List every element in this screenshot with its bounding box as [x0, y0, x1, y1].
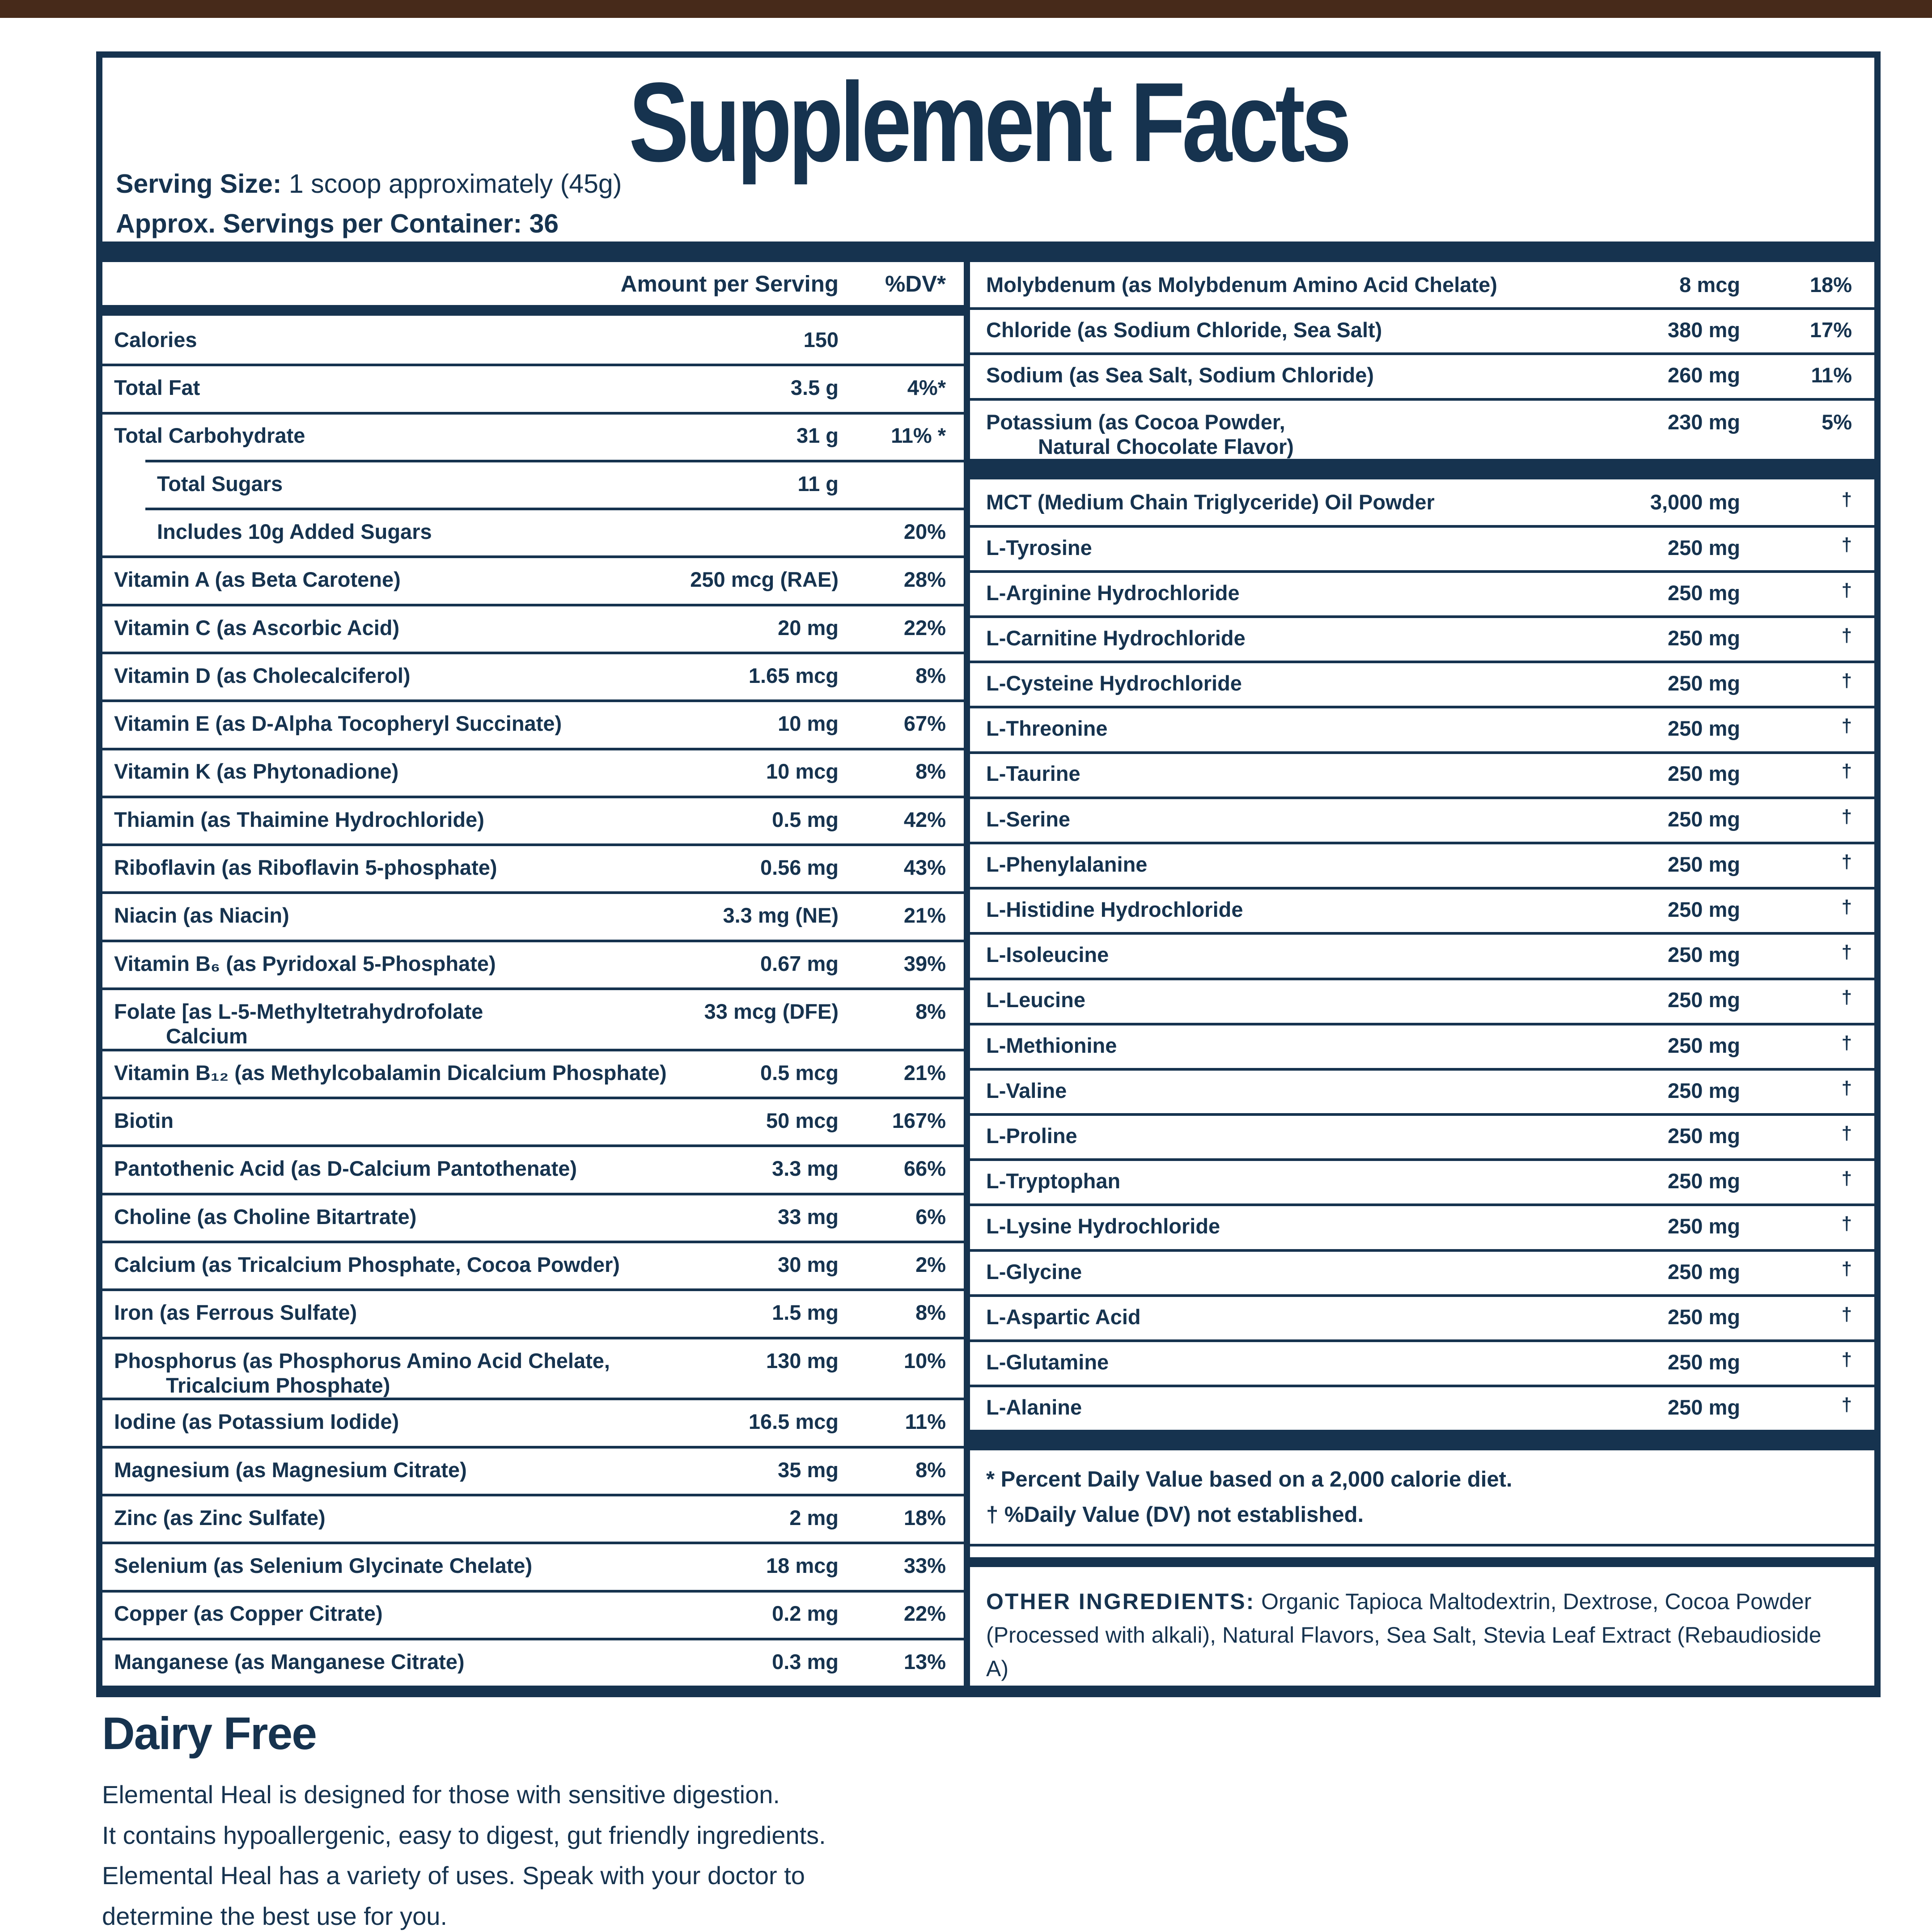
nutrient-daily-value: 13%	[903, 1649, 946, 1674]
nutrient-name: Biotin	[114, 1109, 174, 1133]
nutrient-daily-value: †	[1841, 534, 1852, 555]
nutrient-row	[102, 1193, 964, 1241]
footnote-dv: * Percent Daily Value based on a 2,000 calorie diet.	[986, 1467, 1513, 1492]
nutrient-row	[102, 843, 964, 891]
nutrient-name: L-Methionine	[986, 1033, 1117, 1057]
nutrient-row	[970, 1158, 1874, 1203]
nutrient-amount: 250 mg	[1668, 1214, 1740, 1238]
nutrient-row	[970, 1385, 1874, 1430]
nutrient-row	[970, 751, 1874, 797]
nutrient-row	[102, 460, 964, 508]
nutrient-daily-value: 8%	[915, 663, 946, 687]
nutrient-row	[102, 1049, 964, 1097]
nutrient-daily-value: †	[1841, 1122, 1852, 1144]
nutrient-amount: 250 mg	[1668, 1033, 1740, 1057]
right-rows	[970, 262, 1874, 1430]
nutrient-amount: 150	[803, 327, 839, 352]
nutrient-name: Vitamin B₆ (as Pyridoxal 5-Phosphate)	[114, 951, 496, 975]
nutrient-daily-value: †	[1841, 1168, 1852, 1189]
amount-per-serving-header: Amount per Serving	[620, 271, 839, 297]
nutrient-row	[102, 987, 964, 1049]
nutrient-daily-value: 2%	[915, 1252, 946, 1276]
nutrient-amount: 230 mg	[1668, 410, 1740, 434]
nutrient-amount: 3.3 mg (NE)	[723, 903, 839, 928]
nutrient-row	[970, 479, 1874, 525]
nutrient-name: Vitamin E (as D-Alpha Tocopheryl Succinate)	[114, 712, 562, 736]
nutrient-row	[970, 570, 1874, 615]
serving-size-value: 1 scoop approximately (45g)	[281, 169, 622, 199]
brown-top-bar	[0, 0, 1932, 18]
nutrient-name: Potassium (as Cocoa Powder,	[986, 410, 1285, 434]
nutrient-daily-value: †	[1841, 670, 1852, 691]
nutrient-amount: 11 g	[797, 471, 839, 496]
nutrient-daily-value: †	[1841, 760, 1852, 782]
nutrient-name: L-Valine	[986, 1078, 1067, 1102]
nutrient-amount: 20 mg	[778, 615, 839, 640]
nutrient-amount: 3.3 mg	[772, 1157, 839, 1181]
nutrient-name: Pantothenic Acid (as D-Calcium Pantothenate)	[114, 1157, 577, 1181]
nutrient-daily-value: †	[1841, 624, 1852, 646]
nutrient-row	[970, 706, 1874, 751]
nutrient-row	[970, 887, 1874, 932]
nutrient-amount: 250 mg	[1668, 1305, 1740, 1329]
nutrient-row	[102, 316, 964, 364]
nutrient-name: Sodium (as Sea Salt, Sodium Chloride)	[986, 363, 1374, 387]
nutrient-name: Chloride (as Sodium Chloride, Sea Salt)	[986, 318, 1382, 342]
nutrient-name: Folate [as L-5-Methyltetrahydrofolate	[114, 999, 483, 1023]
nutrient-amount: 250 mg	[1668, 1123, 1740, 1148]
nutrient-row	[970, 1203, 1874, 1249]
nutrient-daily-value: †	[1841, 851, 1852, 872]
nutrient-row	[970, 398, 1874, 459]
nutrient-name: Magnesium (as Magnesium Citrate)	[114, 1457, 467, 1482]
nutrient-row	[102, 891, 964, 939]
nutrient-name-line2: Calcium	[166, 1024, 248, 1048]
nutrient-row	[102, 1241, 964, 1288]
nutrient-amount: 30 mg	[778, 1252, 839, 1276]
nutrient-amount: 250 mg	[1668, 988, 1740, 1012]
nutrient-amount: 250 mg	[1668, 762, 1740, 786]
nutrient-daily-value: †	[1841, 896, 1852, 917]
nutrient-name: Riboflavin (as Riboflavin 5-phosphate)	[114, 856, 497, 879]
other-ingredients-text: Organic Tapioca Maltodextrin, Dextrose, Cocoa Powder (Processed with alkali), Natural Flavors, Sea Salt, Stevia Leaf Extract (Rebaudioside A)	[986, 1589, 1822, 1681]
nutrient-amount: 10 mcg	[766, 759, 839, 784]
nutrient-name: L-Cysteine Hydrochloride	[986, 671, 1242, 695]
nutrient-daily-value: 22%	[903, 615, 946, 640]
nutrient-name: L-Histidine Hydrochloride	[986, 898, 1243, 922]
nutrient-daily-value: 8%	[915, 759, 946, 784]
nutrient-daily-value: †	[1841, 1077, 1852, 1098]
nutrient-name: Includes 10g Added Sugars	[157, 520, 432, 544]
nutrient-name: Iron (as Ferrous Sulfate)	[114, 1301, 357, 1325]
nutrient-row	[970, 262, 1874, 307]
nutrient-name: L-Carnitine Hydrochloride	[986, 626, 1246, 650]
nutrient-row	[102, 555, 964, 603]
nutrient-name: Vitamin K (as Phytonadione)	[114, 759, 399, 784]
nutrient-row	[102, 940, 964, 987]
nutrient-row	[102, 1398, 964, 1445]
facts-column-right	[970, 262, 1874, 1686]
nutrient-name: L-Leucine	[986, 988, 1085, 1012]
nutrient-amount: 0.5 mg	[772, 807, 839, 831]
nutrient-row	[970, 1023, 1874, 1068]
product-description	[102, 1775, 826, 1932]
nutrient-name-line2: Tricalcium Phosphate)	[166, 1373, 390, 1397]
nutrient-row	[102, 652, 964, 699]
nutrient-daily-value: 18%	[903, 1505, 946, 1530]
header-divider-bar	[102, 305, 964, 316]
nutrient-row	[970, 1294, 1874, 1339]
nutrient-amount: 0.67 mg	[760, 951, 839, 975]
nutrient-name: Vitamin B₁₂ (as Methylcobalamin Dicalcium Phosphate)	[114, 1060, 667, 1085]
nutrient-daily-value: 8%	[915, 1457, 946, 1482]
nutrient-name: Niacin (as Niacin)	[114, 903, 289, 928]
nutrient-daily-value: †	[1841, 1348, 1852, 1370]
nutrient-amount: 0.56 mg	[760, 856, 839, 879]
nutrient-name: L-Tryptophan	[986, 1169, 1121, 1193]
nutrient-daily-value: †	[1841, 1258, 1852, 1280]
nutrient-row	[102, 796, 964, 843]
nutrient-row	[102, 604, 964, 652]
serving-info	[116, 164, 622, 243]
nutrient-daily-value: 8%	[915, 999, 946, 1023]
nutrient-name: L-Tyrosine	[986, 535, 1092, 559]
nutrient-amount: 250 mg	[1668, 671, 1740, 695]
nutrient-row	[102, 1288, 964, 1336]
nutrient-amount: 33 mg	[778, 1204, 839, 1229]
nutrient-name: L-Proline	[986, 1123, 1077, 1148]
nutrient-daily-value: 20%	[903, 520, 946, 544]
footnotes	[970, 1430, 1874, 1546]
nutrient-amount: 250 mg	[1668, 716, 1740, 741]
nutrient-daily-value: 11%	[1811, 363, 1852, 387]
nutrient-amount: 18 mcg	[766, 1554, 839, 1578]
nutrient-daily-value: 167%	[892, 1109, 946, 1133]
nutrient-daily-value: †	[1841, 941, 1852, 963]
panel-title: Supplement Facts	[628, 59, 1348, 185]
nutrient-name: Vitamin C (as Ascorbic Acid)	[114, 615, 400, 640]
nutrient-row	[970, 978, 1874, 1023]
nutrient-daily-value: 21%	[903, 903, 946, 928]
nutrient-daily-value: †	[1841, 1032, 1852, 1053]
nutrient-row	[970, 352, 1874, 398]
nutrient-amount: 260 mg	[1668, 363, 1740, 387]
nutrient-row	[970, 842, 1874, 887]
nutrient-name: L-Isoleucine	[986, 943, 1109, 967]
nutrient-daily-value: 33%	[903, 1554, 946, 1578]
nutrient-amount: 33 mcg (DFE)	[704, 999, 839, 1023]
nutrient-daily-value: 11% *	[891, 424, 946, 448]
nutrient-daily-value: †	[1841, 1303, 1852, 1325]
nutrient-name: L-Arginine Hydrochloride	[986, 580, 1240, 605]
nutrient-daily-value: †	[1841, 1394, 1852, 1415]
nutrient-name: Molybdenum (as Molybdenum Amino Acid Chelate)	[986, 272, 1497, 297]
nutrient-amount: 250 mcg (RAE)	[690, 568, 839, 592]
footnote-separator-bar	[970, 1557, 1874, 1567]
nutrient-amount: 250 mg	[1668, 535, 1740, 559]
nutrient-row	[102, 1144, 964, 1192]
nutrient-row	[970, 1249, 1874, 1294]
nutrient-amount: 35 mg	[778, 1457, 839, 1482]
nutrient-name: L-Lysine Hydrochloride	[986, 1214, 1220, 1238]
nutrient-amount: 2 mg	[789, 1505, 839, 1530]
nutrient-daily-value: 67%	[903, 712, 946, 736]
nutrient-name: L-Serine	[986, 807, 1071, 831]
nutrient-row	[102, 508, 964, 555]
nutrient-row	[102, 1494, 964, 1542]
nutrient-row	[102, 364, 964, 411]
nutrient-name: Choline (as Choline Bitartrate)	[114, 1204, 417, 1229]
nutrient-daily-value: 42%	[903, 807, 946, 831]
nutrient-daily-value: 39%	[903, 951, 946, 975]
nutrient-name: Thiamin (as Thaimine Hydrochloride)	[114, 807, 484, 831]
nutrient-row	[970, 1339, 1874, 1385]
nutrient-row	[970, 1068, 1874, 1113]
nutrient-name: Total Fat	[114, 376, 200, 400]
nutrient-amount: 250 mg	[1668, 1259, 1740, 1284]
nutrient-daily-value: 4%*	[907, 376, 946, 400]
dairy-free-heading: Dairy Free	[102, 1708, 316, 1759]
nutrient-name: Zinc (as Zinc Sulfate)	[114, 1505, 326, 1530]
nutrient-daily-value: 11%	[905, 1410, 946, 1434]
nutrient-name: Phosphorus (as Phosphorus Amino Acid Chelate,	[114, 1348, 610, 1373]
nutrient-row	[970, 661, 1874, 706]
nutrient-amount: 1.5 mg	[772, 1301, 839, 1325]
nutrient-name: Iodine (as Potassium Iodide)	[114, 1410, 399, 1434]
table-top-bar	[102, 242, 1874, 262]
nutrient-daily-value: †	[1841, 715, 1852, 737]
nutrient-amount: 0.2 mg	[772, 1602, 839, 1626]
nutrient-name: L-Alanine	[986, 1395, 1082, 1419]
description-line: Elemental Heal has a variety of uses. Speak with your doctor to	[102, 1861, 805, 1890]
nutrient-amount: 16.5 mcg	[748, 1410, 839, 1434]
nutrient-amount: 250 mg	[1668, 1078, 1740, 1102]
nutrient-name: Total Sugars	[157, 471, 283, 496]
nutrient-daily-value: 6%	[915, 1204, 946, 1229]
nutrient-amount: 250 mg	[1668, 807, 1740, 831]
nutrient-daily-value: 5%	[1822, 410, 1852, 434]
nutrient-name: Vitamin A (as Beta Carotene)	[114, 568, 401, 592]
other-ingredients	[970, 1567, 1874, 1686]
nutrient-name: L-Glycine	[986, 1259, 1082, 1284]
nutrient-name: L-Glutamine	[986, 1350, 1109, 1374]
nutrient-amount: 3,000 mg	[1650, 490, 1740, 514]
nutrient-amount: 10 mg	[778, 712, 839, 736]
nutrient-amount: 50 mcg	[766, 1109, 839, 1133]
nutrient-row	[970, 307, 1874, 352]
nutrient-name: L-Phenylalanine	[986, 852, 1148, 876]
description-line: It contains hypoallergenic, easy to digest, gut friendly ingredients.	[102, 1821, 826, 1849]
nutrient-name: Calcium (as Tricalcium Phosphate, Cocoa Powder)	[114, 1252, 620, 1276]
supplement-facts-panel	[96, 51, 1881, 1697]
nutrient-name: L-Taurine	[986, 762, 1080, 786]
left-rows	[102, 316, 964, 1686]
nutrient-daily-value: 21%	[903, 1060, 946, 1085]
nutrient-row	[970, 615, 1874, 661]
nutrient-amount: 250 mg	[1668, 1395, 1740, 1419]
nutrient-name: Vitamin D (as Cholecalciferol)	[114, 663, 411, 687]
nutrient-name-line2: Natural Chocolate Flavor)	[1038, 435, 1294, 459]
nutrient-row	[970, 932, 1874, 977]
nutrient-name: Copper (as Copper Citrate)	[114, 1602, 383, 1626]
nutrient-amount: 3.5 g	[790, 376, 839, 400]
nutrient-amount: 250 mg	[1668, 1350, 1740, 1374]
nutrient-row	[970, 1113, 1874, 1158]
dv-header: %DV*	[885, 271, 946, 297]
nutrient-row	[102, 748, 964, 796]
servings-per-container-line: Approx. Servings per Container: 36	[116, 208, 559, 238]
nutrient-row	[970, 797, 1874, 842]
nutrient-row	[102, 1097, 964, 1144]
serving-size-label: Serving Size:	[116, 169, 282, 199]
nutrient-daily-value: †	[1841, 1213, 1852, 1234]
nutrient-amount: 1.65 mcg	[748, 663, 839, 687]
nutrient-row	[970, 525, 1874, 570]
nutrient-daily-value: †	[1841, 489, 1852, 510]
nutrient-amount: 8 mcg	[1679, 272, 1740, 297]
nutrient-amount: 250 mg	[1668, 943, 1740, 967]
nutrient-daily-value: 43%	[903, 856, 946, 879]
nutrient-daily-value: †	[1841, 805, 1852, 827]
nutrient-row	[102, 412, 964, 460]
facts-column-left	[102, 262, 964, 1686]
nutrient-row	[970, 459, 1874, 479]
nutrient-row	[102, 699, 964, 747]
description-line: determine the best use for you.	[102, 1902, 447, 1931]
column-header	[102, 262, 964, 305]
nutrient-daily-value: †	[1841, 579, 1852, 601]
nutrient-amount: 0.3 mg	[772, 1649, 839, 1674]
nutrient-daily-value: †	[1841, 987, 1852, 1008]
nutrient-amount: 31 g	[796, 424, 839, 448]
nutrient-name: Manganese (as Manganese Citrate)	[114, 1649, 465, 1674]
nutrient-amount: 250 mg	[1668, 626, 1740, 650]
nutrient-amount: 250 mg	[1668, 1169, 1740, 1193]
nutrient-row	[102, 1446, 964, 1494]
nutrient-amount: 0.5 mcg	[760, 1060, 839, 1085]
footnote-dagger: † %Daily Value (DV) not established.	[986, 1502, 1364, 1527]
nutrient-name: Calories	[114, 327, 197, 352]
nutrient-daily-value: 8%	[915, 1301, 946, 1325]
nutrient-amount: 250 mg	[1668, 898, 1740, 922]
nutrient-amount: 380 mg	[1668, 318, 1740, 342]
nutrient-row	[102, 1337, 964, 1398]
description-line: Elemental Heal is designed for those with sensitive digestion.	[102, 1780, 780, 1809]
nutrient-daily-value: 18%	[1809, 272, 1852, 297]
nutrient-row	[102, 1638, 964, 1686]
nutrient-daily-value: 17%	[1809, 318, 1852, 342]
nutrient-name: Total Carbohydrate	[114, 424, 305, 448]
nutrient-name: L-Aspartic Acid	[986, 1305, 1141, 1329]
facts-columns	[102, 262, 1874, 1686]
nutrient-amount: 250 mg	[1668, 852, 1740, 876]
nutrient-name: L-Threonine	[986, 716, 1108, 741]
column-divider	[964, 262, 970, 1686]
nutrient-daily-value: 22%	[903, 1602, 946, 1626]
nutrient-daily-value: 66%	[903, 1157, 946, 1181]
other-ingredients-label: OTHER INGREDIENTS:	[986, 1589, 1255, 1614]
nutrient-name: Selenium (as Selenium Glycinate Chelate)	[114, 1554, 533, 1578]
nutrient-amount: 250 mg	[1668, 580, 1740, 605]
nutrient-daily-value: 28%	[903, 568, 946, 592]
nutrient-name: MCT (Medium Chain Triglyceride) Oil Powder	[986, 490, 1435, 514]
nutrient-amount: 130 mg	[766, 1348, 839, 1373]
nutrient-daily-value: 10%	[903, 1348, 946, 1373]
nutrient-row	[102, 1542, 964, 1589]
serving-size-line	[116, 164, 622, 204]
nutrient-row	[102, 1590, 964, 1638]
